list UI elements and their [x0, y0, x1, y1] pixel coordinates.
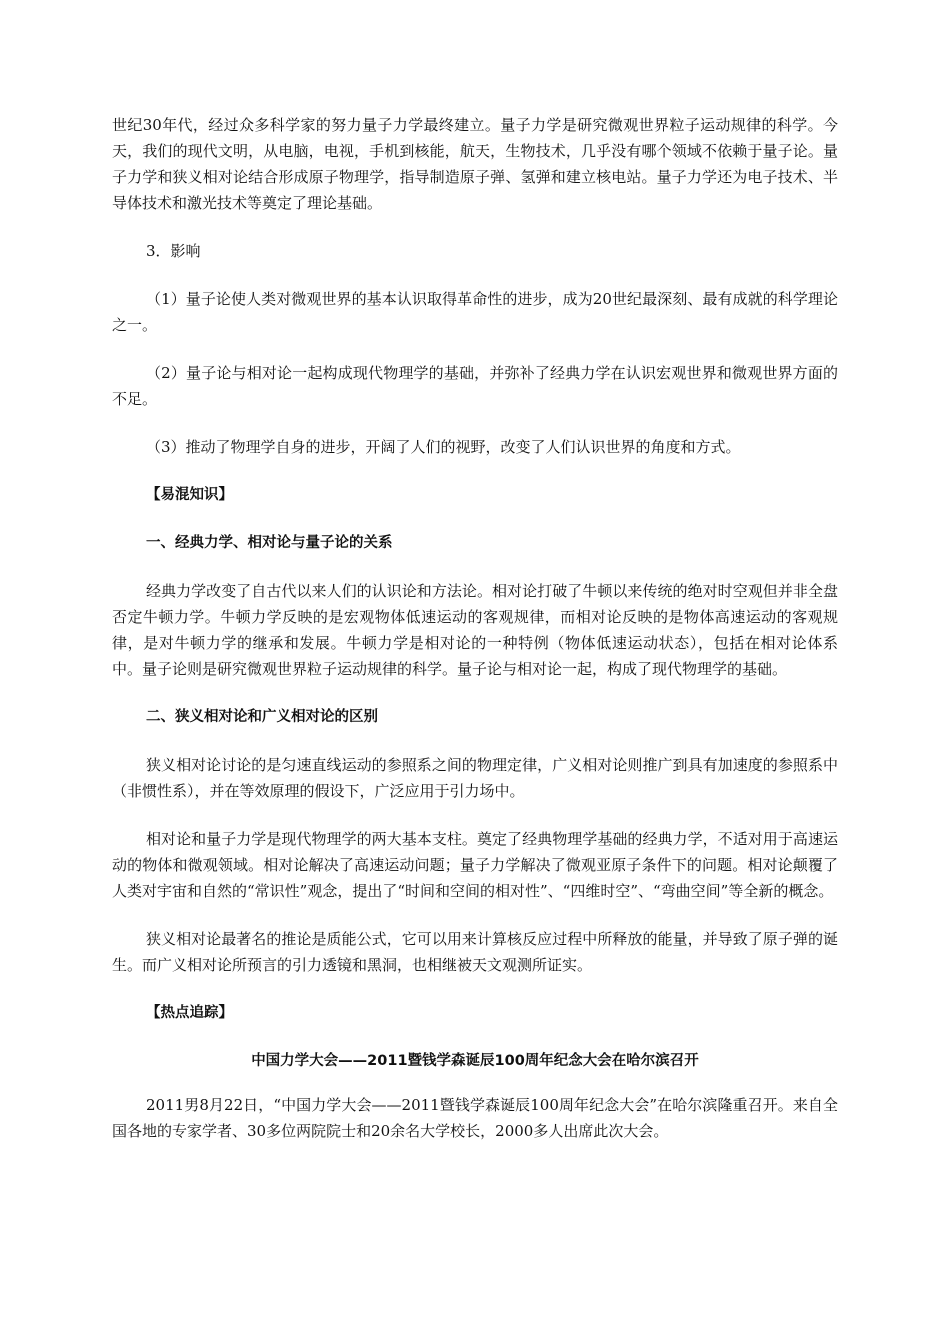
section2-body-2: 相对论和量子力学是现代物理学的两大基本支柱。奠定了经典物理学基础的经典力学，不适对用于高速运动的物体和微观领域。相对论解决了高速运动问题；量子力学解决了微观亚原子条件下的问题。相对论颠覆了人类对宇宙和自然的“常识性”观念，提出了“时间和空间的相对性”、“四维时空”、“弯曲空间”等全新的概念。 — [112, 830, 838, 900]
section1-heading: 一、经典力学、相对论与量子论的关系 — [146, 535, 393, 551]
section2-body-1: 狭义相对论讨论的是匀速直线运动的参照系之间的物理定律，广义相对论则推广到具有加速度的参照系中（非惯性系），并在等效原理的假设下，广泛应用于引力场中。 — [112, 756, 838, 800]
document-page — [112, 112, 838, 1144]
hot-topic-heading: 【热点追踪】 — [146, 1005, 233, 1021]
news-title: 中国力学大会——2011暨钱学森诞辰100周年纪念大会在哈尔滨召开 — [251, 1053, 699, 1069]
intro-paragraph: 世纪30年代，经过众多科学家的努力量子力学最终建立。量子力学是研究微观世界粒子运动规律的科学。今天，我们的现代文明，从电脑，电视，手机到核能，航天，生物技术，几乎没有哪个领域不依赖于量子论。量子力学和狭义相对论结合形成原子物理学，指导制造原子弹、氢弹和建立核电站。量子力学还为电子技术、半导体技术和激光技术等奠定了理论基础。 — [112, 116, 838, 212]
influence-item-1: （1）量子论使人类对微观世界的基本认识取得革命性的进步，成为20世纪最深刻、最有成就的科学理论之一。 — [112, 290, 838, 334]
section1-body: 经典力学改变了自古代以来人们的认识论和方法论。相对论打破了牛顿以来传统的绝对时空观但并非全盘否定牛顿力学。牛顿力学反映的是宏观物体低速运动的客观规律，而相对论反映的是物体高速运动的客观规律，是对牛顿力学的继承和发展。牛顿力学是相对论的一种特例（物体低速运动状态），包括在相对论体系中。量子论则是研究微观世界粒子运动规律的科学。量子论与相对论一起，构成了现代物理学的基础。 — [112, 582, 838, 678]
influence-item-2: （2）量子论与相对论一起构成现代物理学的基础，并弥补了经典力学在认识宏观世界和微观世界方面的不足。 — [112, 364, 838, 408]
confusing-knowledge-heading: 【易混知识】 — [146, 487, 233, 503]
influence-heading: 3．影响 — [146, 242, 201, 260]
news-body: 2011男8月22日，“中国力学大会——2011暨钱学森诞辰100周年纪念大会”在哈尔滨隆重召开。来自全国各地的专家学者、30多位两院院士和20余名大学校长，2000多人出席此次大会。 — [112, 1096, 838, 1140]
influence-item-3: （3）推动了物理学自身的进步，开阔了人们的视野，改变了人们认识世界的角度和方式。 — [146, 438, 741, 456]
section2-body-3: 狭义相对论最著名的推论是质能公式，它可以用来计算核反应过程中所释放的能量，并导致了原子弹的诞生。而广义相对论所预言的引力透镜和黑洞，也相继被天文观测所证实。 — [112, 930, 838, 974]
section2-heading: 二、狭义相对论和广义相对论的区别 — [146, 709, 378, 725]
